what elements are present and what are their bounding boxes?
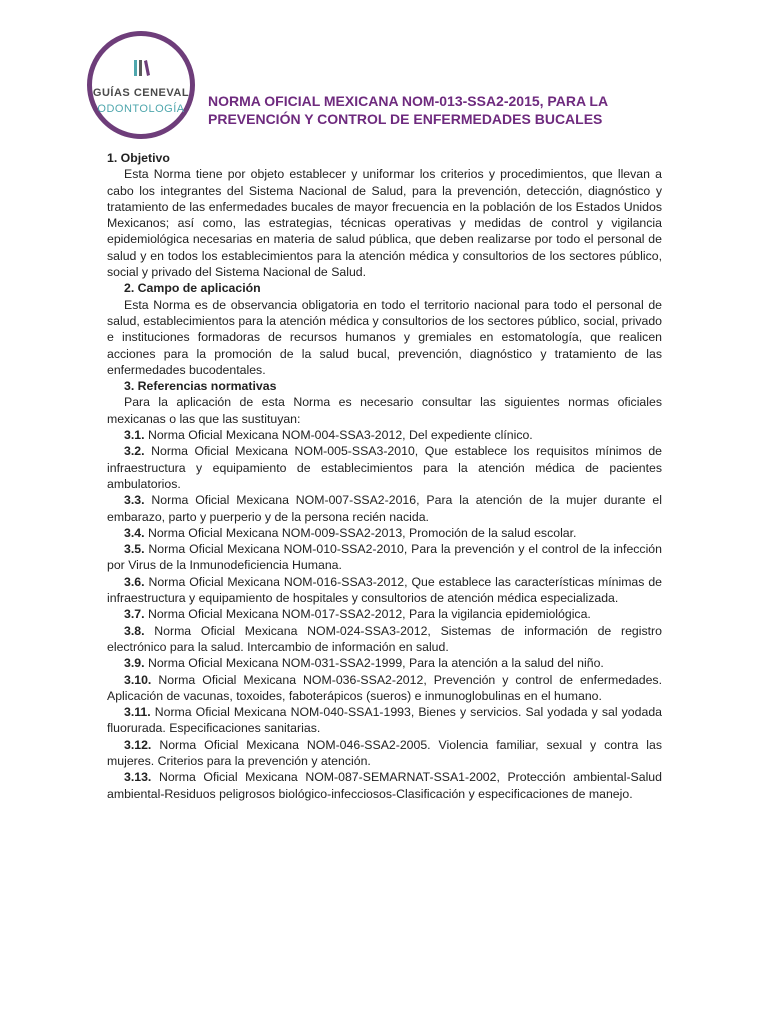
reference-text: Norma Oficial Mexicana NOM-005-SSA3-2010, Que establece los requisitos mínimos de infraestructura y equipamiento de establecimientos para la atención médica de pacientes ambulatorios. (107, 444, 663, 491)
logo-line2: ODONTOLOGÍA (97, 103, 185, 115)
reference-item (107, 655, 662, 671)
reference-item (107, 623, 662, 656)
reference-text: Norma Oficial Mexicana NOM-010-SSA2-2010, Para la prevención y el control de la infección por Virus de la Inmunodeficiencia Humana. (107, 542, 662, 573)
reference-text: Norma Oficial Mexicana NOM-036-SSA2-2012, Prevención y control de enfermedades. Aplicación de vacunas, toxoides, faboterápicos (sueros) e inmunoglobulinas en el humano. (107, 672, 662, 703)
reference-number: 3.12. (124, 737, 152, 752)
reference-text: Norma Oficial Mexicana NOM-017-SSA2-2012, Para la vigilancia epidemiológica. (147, 607, 591, 622)
reference-number: 3.2. (124, 444, 145, 459)
reference-number: 3.3. (124, 493, 145, 508)
reference-text: Norma Oficial Mexicana NOM-031-SSA2-1999, Para la atención a la salud del niño. (147, 656, 604, 671)
reference-text: Norma Oficial Mexicana NOM-007-SSA2-2016, Para la atención de la mujer durante el embarazo, parto y puerperio y de la persona recién nacida. (107, 493, 662, 524)
logo-line1: GUÍAS CENEVAL (92, 87, 190, 99)
reference-text: Norma Oficial Mexicana NOM-016-SSA3-2012, Que establece las características mínimas de infraestructura y equipamiento de hospitales y consultorios de atención médica especializada. (107, 574, 663, 606)
reference-item (107, 492, 662, 525)
reference-item (107, 427, 662, 443)
reference-item (107, 574, 662, 607)
reference-text: Norma Oficial Mexicana NOM-024-SSA3-2012, Sistemas de información de registro electrónico para la salud. Intercambio de información en salud. (107, 623, 662, 654)
books-icon (133, 58, 151, 78)
reference-number: 3.10. (124, 672, 152, 687)
reference-item (107, 443, 662, 492)
page-title: NORMA OFICIAL MEXICANA NOM-013-SSA2-2015, PARA LA PREVENCIÓN Y CONTROL DE ENFERMEDADES BUCALES (208, 93, 608, 127)
reference-item (107, 672, 662, 705)
document-body (107, 150, 662, 802)
reference-text: Norma Oficial Mexicana NOM-087-SEMARNAT-SSA1-2002, Protección ambiental-Salud ambiental-Residuos peligrosos biológico-infecciosos-Clasificación y especificaciones de manejo. (107, 770, 662, 801)
section-text: Esta Norma tiene por objeto establecer y uniformar los criterios y procedimientos, que llevan a cabo los integrantes del Sistema Nacional de Salud, para la prevención, detección, diagnóstico y tratamiento de las enfermedades bucales de mayor frecuencia en la población de los Estados Unidos Mexicanos; así como, las estrategias, técnicas operativas y medidas de control y vigilancia epidemiológica necesarias en materia de salud pública, que deben realizarse por todo el personal de salud y en todos los establecimientos para la atención médica y consultorios de los sectores público, social y privado del Sistema Nacional de Salud. (107, 167, 662, 280)
reference-number: 3.9. (124, 656, 145, 671)
reference-number: 3.5. (124, 542, 145, 557)
logo (87, 31, 195, 139)
section-text: Para la aplicación de esta Norma es necesario consultar las siguientes normas oficiales mexicanas o las que las sustituyan: (107, 395, 662, 426)
reference-text: Norma Oficial Mexicana NOM-046-SSA2-2005. Violencia familiar, sexual y contra las mujeres. Criterios para la prevención y atención. (107, 737, 662, 768)
section-text: Esta Norma es de observancia obligatoria en todo el territorio nacional para todo el personal de salud, establecimientos para la atención médica y consultorios de los sectores público, social, privado e instituciones formadoras de recursos humanos y gremiales en estomatología, que realicen acciones para la promoción de la salud bucal, prevención, diagnóstico y tratamiento de las enfermedades bucodentales. (107, 297, 662, 377)
reference-number: 3.13. (124, 770, 152, 785)
reference-item (107, 737, 662, 770)
reference-item (107, 606, 662, 622)
reference-number: 3.4. (124, 525, 145, 540)
reference-number: 3.1. (124, 428, 145, 443)
reference-number: 3.8. (124, 623, 145, 638)
reference-number: 3.7. (124, 607, 145, 622)
section-heading: 2. Campo de aplicación (124, 281, 261, 296)
reference-item (107, 541, 662, 574)
reference-text: Norma Oficial Mexicana NOM-004-SSA3-2012, Del expediente clínico. (147, 428, 533, 443)
reference-number: 3.11. (124, 705, 151, 720)
reference-text: Norma Oficial Mexicana NOM-009-SSA2-2013, Promoción de la salud escolar. (147, 525, 577, 540)
reference-item (107, 704, 662, 737)
reference-text: Norma Oficial Mexicana NOM-040-SSA1-1993, Bienes y servicios. Sal yodada y sal yodada fluorurada. Especificaciones sanitarias. (107, 705, 662, 736)
reference-item (107, 769, 662, 802)
reference-number: 3.6. (124, 574, 145, 589)
reference-item (107, 525, 662, 541)
section-heading: 3. Referencias normativas (124, 379, 277, 394)
section-heading: 1. Objetivo (107, 151, 170, 165)
